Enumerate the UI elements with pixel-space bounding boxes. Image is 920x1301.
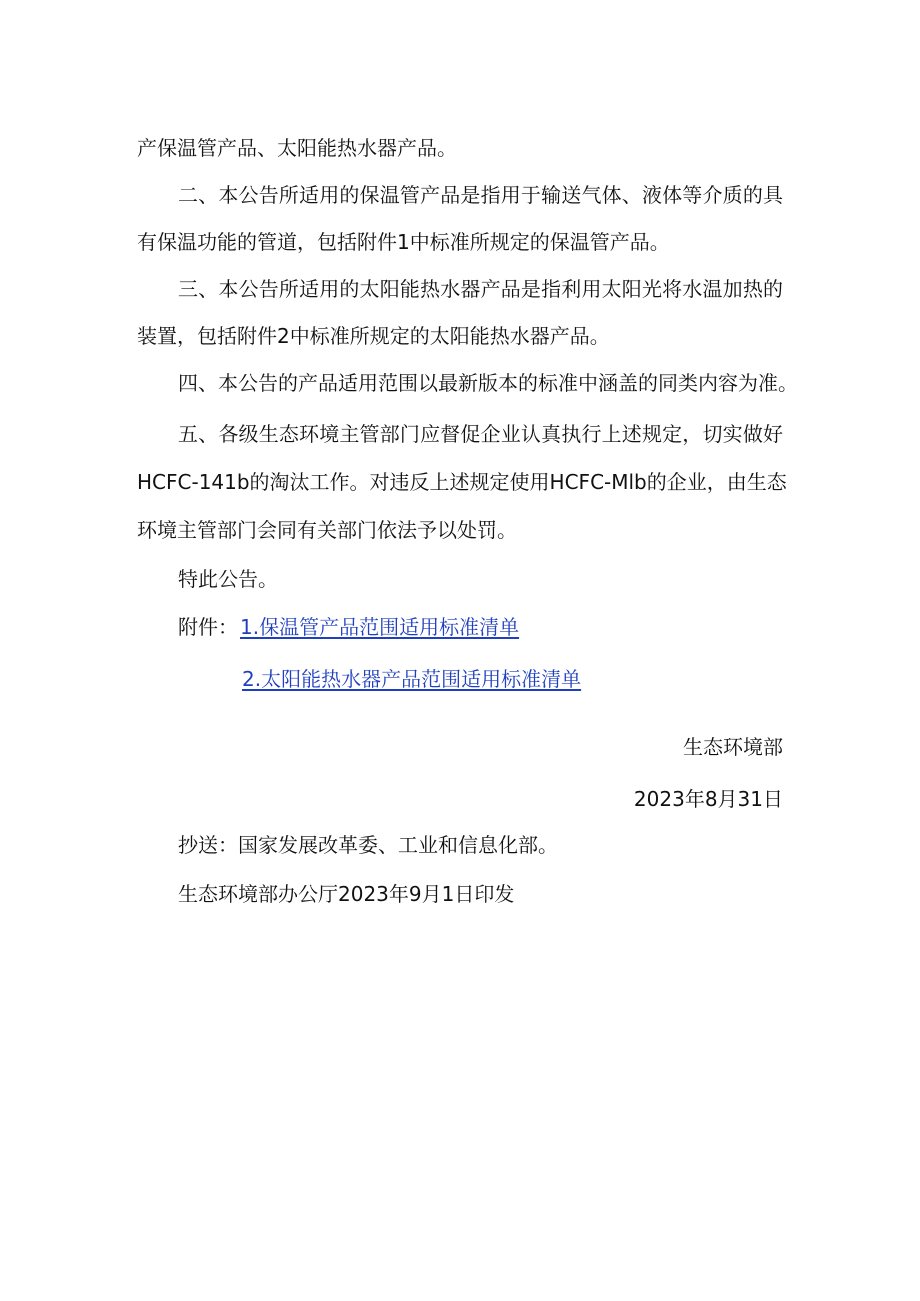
item-5-line-2: HCFC-141b的淘汰工作。对违反上述规定使用HCFC-Mlb的企业，由生态: [137, 470, 787, 494]
cc-line: 抄送：国家发展改革委、工业和信息化部。: [178, 833, 558, 857]
printed-line: 生态环境部办公厅2023年9月1日印发: [178, 882, 515, 906]
issuer-name: 生态环境部: [683, 735, 783, 759]
item-5-line-3: 环境主管部门会同有关部门依法予以处罚。: [137, 518, 517, 542]
attachment-link-2[interactable]: 2.太阳能热水器产品范围适用标准清单: [242, 667, 582, 691]
issue-date: 2023年8月31日: [633, 787, 783, 811]
item-2-line-2: 有保温功能的管道，包括附件1中标准所规定的保温管产品。: [137, 230, 670, 254]
item-3-line-2: 装置，包括附件2中标准所规定的太阳能热水器产品。: [137, 324, 610, 348]
closing-text: 特此公告。: [178, 567, 278, 591]
paragraph-1-tail: 产保温管产品、太阳能热水器产品。: [137, 136, 457, 160]
attachments-label: 附件：: [178, 615, 238, 639]
attachment-link-1[interactable]: 1.保温管产品范围适用标准清单: [240, 615, 520, 639]
item-3-line-1: 三、本公告所适用的太阳能热水器产品是指利用太阳光将水温加热的: [178, 277, 783, 301]
item-4-line-1: 四、本公告的产品适用范围以最新版本的标准中涵盖的同类内容为准。: [178, 371, 798, 395]
item-2-line-1: 二、本公告所适用的保温管产品是指用于输送气体、液体等介质的具: [178, 183, 783, 207]
item-5-line-1: 五、各级生态环境主管部门应督促企业认真执行上述规定，切实做好: [178, 422, 783, 446]
